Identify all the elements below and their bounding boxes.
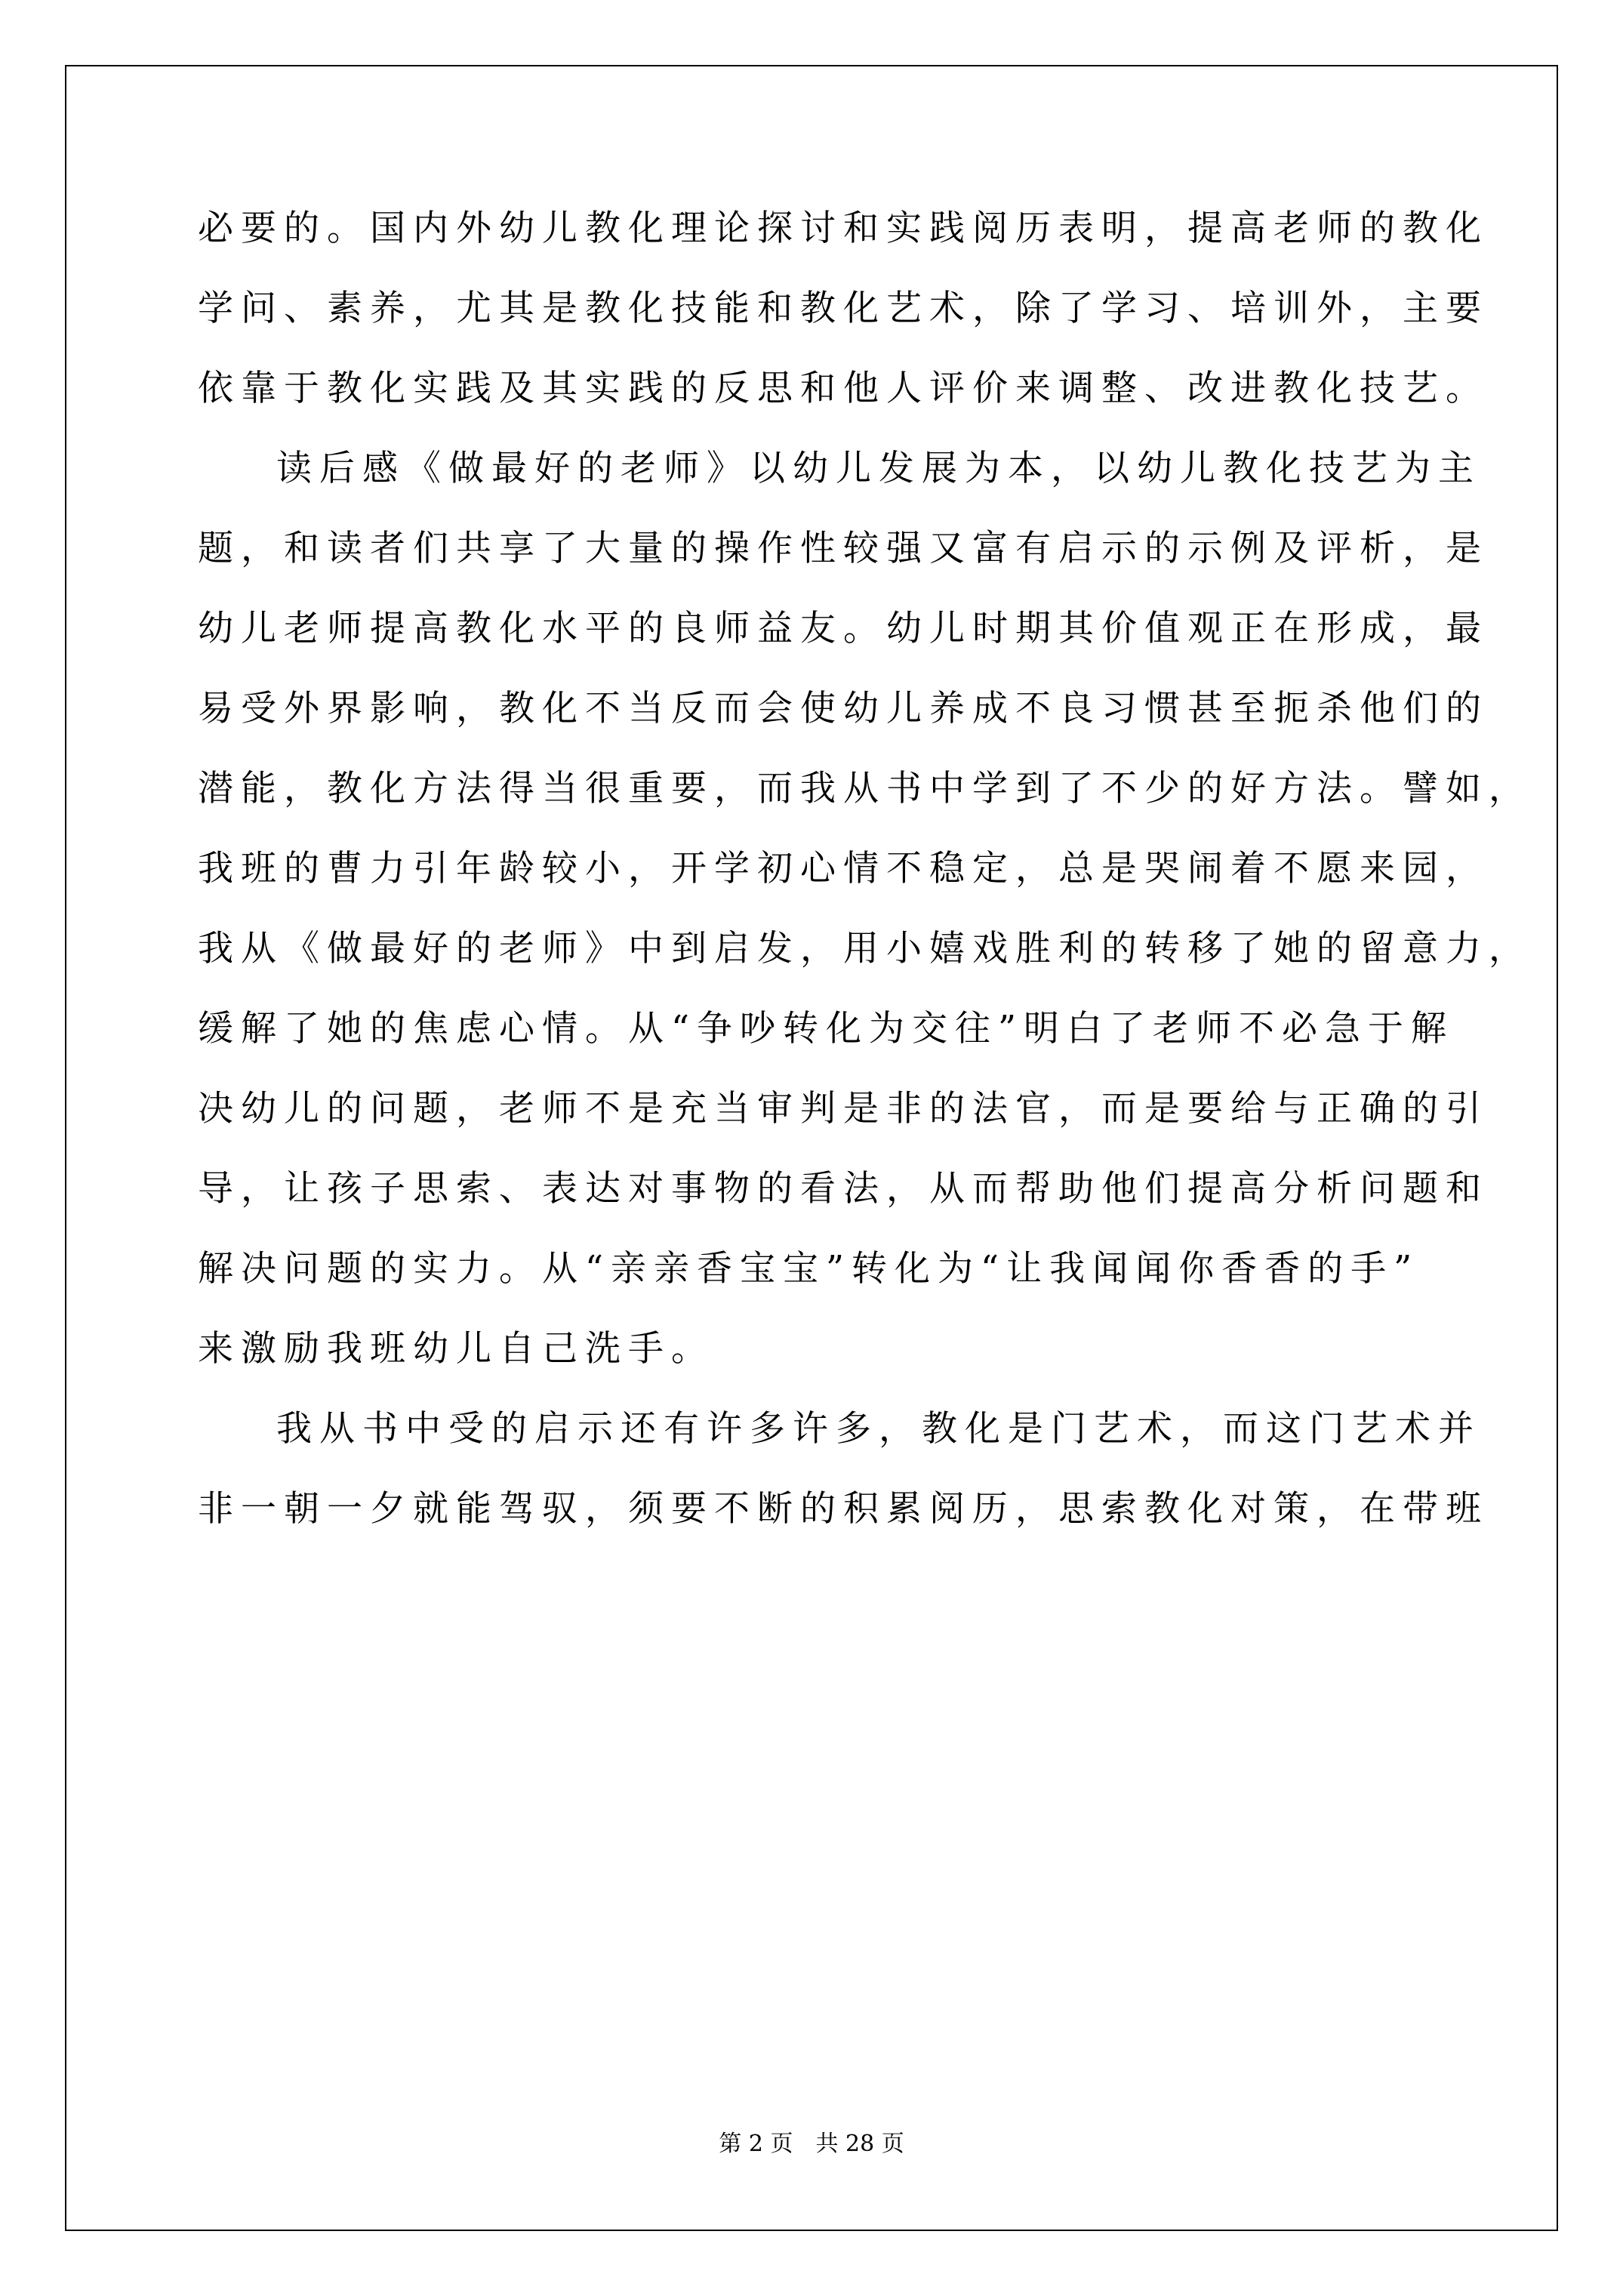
text-line-paragraph-start: 读后感《做最好的老师》以幼儿发展为本，以幼儿教化技艺为主: [276, 448, 1481, 489]
text-line: 潜能，教化方法得当很重要，而我从书中学到了不少的好方法。譬如，: [198, 768, 1532, 809]
text-line: 导，让孩子思索、表达对事物的看法，从而帮助他们提高分析问题和: [198, 1168, 1489, 1210]
text-line: 幼儿老师提高教化水平的良师益友。幼儿时期其价值观正在形成，最: [198, 608, 1489, 649]
text-line: 我班的曹力引年龄较小，开学初心情不稳定，总是哭闹着不愿来园，: [198, 848, 1489, 889]
text-line: 必要的。国内外幼儿教化理论探讨和实践阅历表明，提高老师的教化: [198, 208, 1489, 249]
page-number-footer: 第 2 页 共 28 页: [719, 2131, 904, 2157]
text-line: 题，和读者们共享了大量的操作性较强又富有启示的示例及评析，是: [198, 528, 1489, 569]
text-line: 非一朝一夕就能驾驭，须要不断的积累阅历，思索教化对策，在带班: [198, 1488, 1489, 1530]
text-line: 决幼儿的问题，老师不是充当审判是非的法官，而是要给与正确的引: [198, 1088, 1489, 1130]
text-line: 来激励我班幼儿自己洗手。: [198, 1328, 714, 1370]
text-line: 易受外界影响，教化不当反而会使幼儿养成不良习惯甚至扼杀他们的: [198, 688, 1489, 729]
text-line: 解决问题的实力。从“亲亲香宝宝”转化为“让我闻闻你香香的手”: [198, 1248, 1420, 1290]
text-line: 我从《做最好的老师》中到启发，用小嬉戏胜利的转移了她的留意力，: [198, 928, 1532, 969]
text-line: 学问、素养，尤其是教化技能和教化艺术，除了学习、培训外，主要: [198, 288, 1489, 329]
text-line-paragraph-start: 我从书中受的启示还有许多许多，教化是门艺术，而这门艺术并: [276, 1408, 1481, 1450]
text-line: 缓解了她的焦虑心情。从“争吵转化为交往”明白了老师不必急于解: [198, 1008, 1455, 1049]
text-line: 依靠于教化实践及其实践的反思和他人评价来调整、改进教化技艺。: [198, 368, 1489, 409]
